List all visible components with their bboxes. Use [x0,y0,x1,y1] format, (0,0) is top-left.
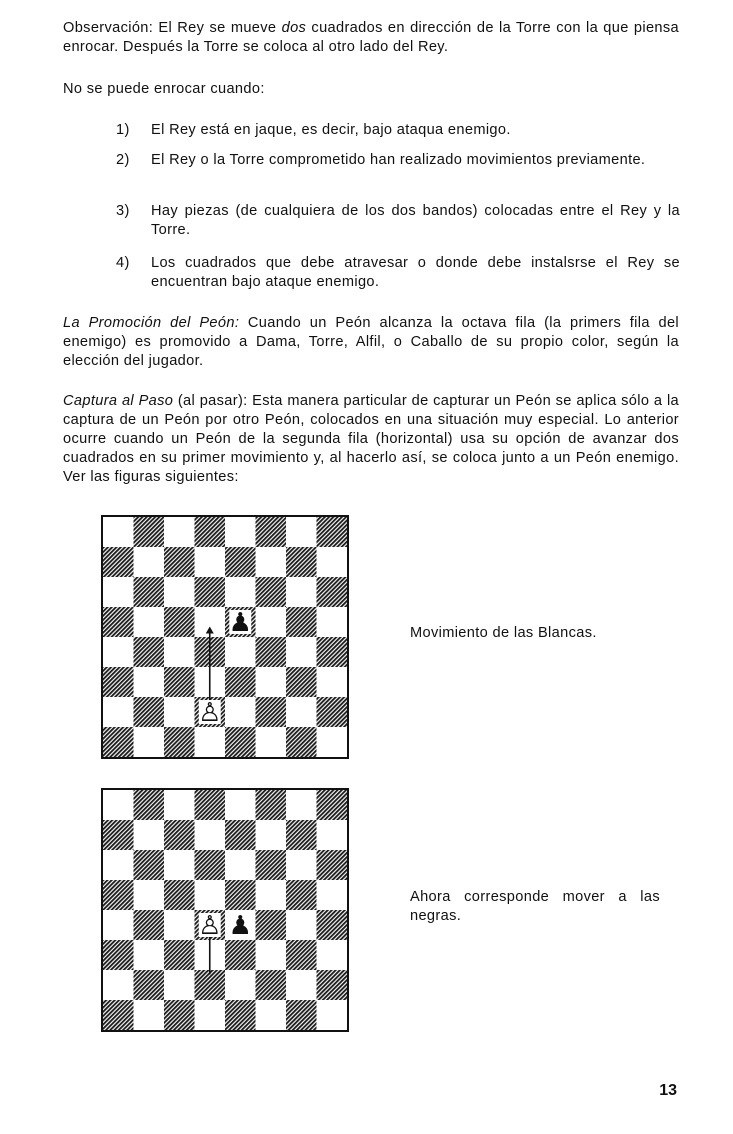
black-pawn-icon: ♟ [228,911,252,941]
dark-square [256,790,287,820]
captura-text: (al pasar): Esta manera particular de capturar un Peón se aplica sólo a la captura de un Peón por otro Peón, colocados en una situación muy especial. Lo anterior ocurre cuando un Peón de la segunda fila (horizontal) usa su opción de avanzar dos cuadrados en su primer movimiento y, al hacerlo así, se coloca junto a un Peón enemigo. Ver las figuras siguientes: [63,393,680,485]
light-square [225,850,256,880]
captura-label: Captura al Paso [63,393,174,409]
dark-square [134,910,165,940]
dark-square [103,880,134,910]
list-item-number: 3) [116,203,130,219]
light-square [164,850,195,880]
dark-square [195,850,226,880]
dark-square [317,910,348,940]
dark-square [164,607,195,637]
light-square [286,790,317,820]
dark-square [317,577,348,607]
dark-square [134,850,165,880]
dark-square [256,850,287,880]
dark-square [103,820,134,850]
list-item-text: El Rey o la Torre comprometido han realizado movimientos previamente. [151,152,646,168]
light-square [134,880,165,910]
light-square [256,820,287,850]
light-square [164,517,195,547]
light-square [256,667,287,697]
light-square [134,727,165,757]
white-pawn-icon: ♙ [198,911,222,941]
light-square [195,547,226,577]
dark-square [225,880,256,910]
captura-paragraph [63,392,679,487]
dark-square [256,697,287,727]
dark-square [286,607,317,637]
light-square [317,880,348,910]
observacion-label: Observación: [63,20,154,36]
observacion-paragraph [63,19,679,57]
light-square [317,727,348,757]
list-item [116,202,680,240]
light-square [286,637,317,667]
dark-square [256,637,287,667]
light-square [195,820,226,850]
dark-square [225,820,256,850]
chess-diagram-2 [101,788,349,1032]
light-square [317,607,348,637]
light-square [103,970,134,1000]
promocion-label: La Promoción del Peón: [63,315,240,331]
light-square [317,1000,348,1030]
observacion-text-a: El Rey se mueve [153,20,282,36]
light-square [103,517,134,547]
light-square [317,820,348,850]
light-square [286,517,317,547]
dark-square [164,880,195,910]
dark-square [256,577,287,607]
dark-square [317,697,348,727]
dark-square [317,970,348,1000]
light-square [134,547,165,577]
light-square [134,667,165,697]
light-square [317,940,348,970]
dark-square [286,547,317,577]
diagram-2-caption: Ahora corresponde mover a las negras. [410,889,660,924]
light-square [317,547,348,577]
dark-square [286,940,317,970]
dark-square [134,517,165,547]
light-square [225,697,256,727]
dark-square [225,1000,256,1030]
list-item-text: Hay piezas (de cualquiera de los dos bandos) colocadas entre el Rey y la Torre. [151,203,680,238]
dark-square [103,940,134,970]
dark-square [103,1000,134,1030]
light-square [103,910,134,940]
dark-square [225,667,256,697]
light-square [134,820,165,850]
dark-square [286,1000,317,1030]
light-square [225,577,256,607]
light-square [286,577,317,607]
white-pawn-icon: ♙ [198,698,222,728]
light-square [225,517,256,547]
dark-square [195,577,226,607]
dark-square [225,727,256,757]
list-item [116,121,680,140]
light-square [134,940,165,970]
dark-square [164,820,195,850]
dark-square [164,940,195,970]
light-square [225,970,256,1000]
light-square [103,790,134,820]
chess-diagram-1 [101,515,349,759]
list-item-text: El Rey está en jaque, es decir, bajo ataqua enemigo. [151,122,511,138]
dark-square [195,517,226,547]
dark-square [317,790,348,820]
dark-square [256,517,287,547]
light-square [286,697,317,727]
light-square [195,727,226,757]
dark-square [286,820,317,850]
light-square [225,790,256,820]
dark-square [225,547,256,577]
light-square [286,910,317,940]
dark-square [317,850,348,880]
dark-square [195,790,226,820]
light-square [134,607,165,637]
dark-square [256,910,287,940]
light-square [103,637,134,667]
dark-square [103,667,134,697]
light-square [256,607,287,637]
list-item-number: 2) [116,152,130,168]
dark-square [103,727,134,757]
observacion-italic: dos [281,20,307,36]
light-square [164,970,195,1000]
promocion-text: Cuando un Peón alcanza la octava fila (la primers fila del enemigo) es promovido a Dama, Torre, Alfil, o Caballo de su propio color, según la elección del jugador. [63,315,680,369]
light-square [256,940,287,970]
light-square [164,910,195,940]
dark-square [286,727,317,757]
light-square [134,1000,165,1030]
dark-square [134,637,165,667]
light-square [256,880,287,910]
page-number: 13 [659,1082,677,1099]
dark-square [164,1000,195,1030]
dark-square [317,517,348,547]
dark-square [134,970,165,1000]
dark-square [134,790,165,820]
black-pawn-icon: ♟ [228,608,252,638]
light-square [103,850,134,880]
chess-board-2 [103,790,347,1030]
dark-square [134,697,165,727]
light-square [317,667,348,697]
list-item-number: 1) [116,122,130,138]
light-square [103,577,134,607]
list-item [116,151,680,170]
dark-square [225,940,256,970]
chess-board-1 [103,517,347,757]
dark-square [164,727,195,757]
light-square [164,697,195,727]
light-square [286,970,317,1000]
list-item-text: Los cuadrados que debe atravesar o donde debe instalsrse el Rey se encuentran bajo ataque enemigo. [151,255,680,290]
light-square [256,547,287,577]
list-item-number: 4) [116,255,130,271]
light-square [286,850,317,880]
list-item [116,254,680,292]
promocion-paragraph [63,314,679,371]
dark-square [134,577,165,607]
dark-square [164,547,195,577]
light-square [164,637,195,667]
light-square [164,790,195,820]
light-square [195,1000,226,1030]
dark-square [286,880,317,910]
light-square [195,880,226,910]
light-square [256,1000,287,1030]
dark-square [256,970,287,1000]
dark-square [103,547,134,577]
dark-square [103,607,134,637]
observacion-text-b: cuadrados en dirección de la Torre con la que piensa enrocar. Después la Torre se coloca al otro lado del Rey. [63,20,679,55]
light-square [103,697,134,727]
no-enroque-intro: No se puede enrocar cuando: [63,81,265,97]
diagram-1-caption: Movimiento de las Blancas. [410,625,597,641]
dark-square [164,667,195,697]
light-square [225,637,256,667]
light-square [164,577,195,607]
dark-square [286,667,317,697]
light-square [256,727,287,757]
dark-square [317,637,348,667]
